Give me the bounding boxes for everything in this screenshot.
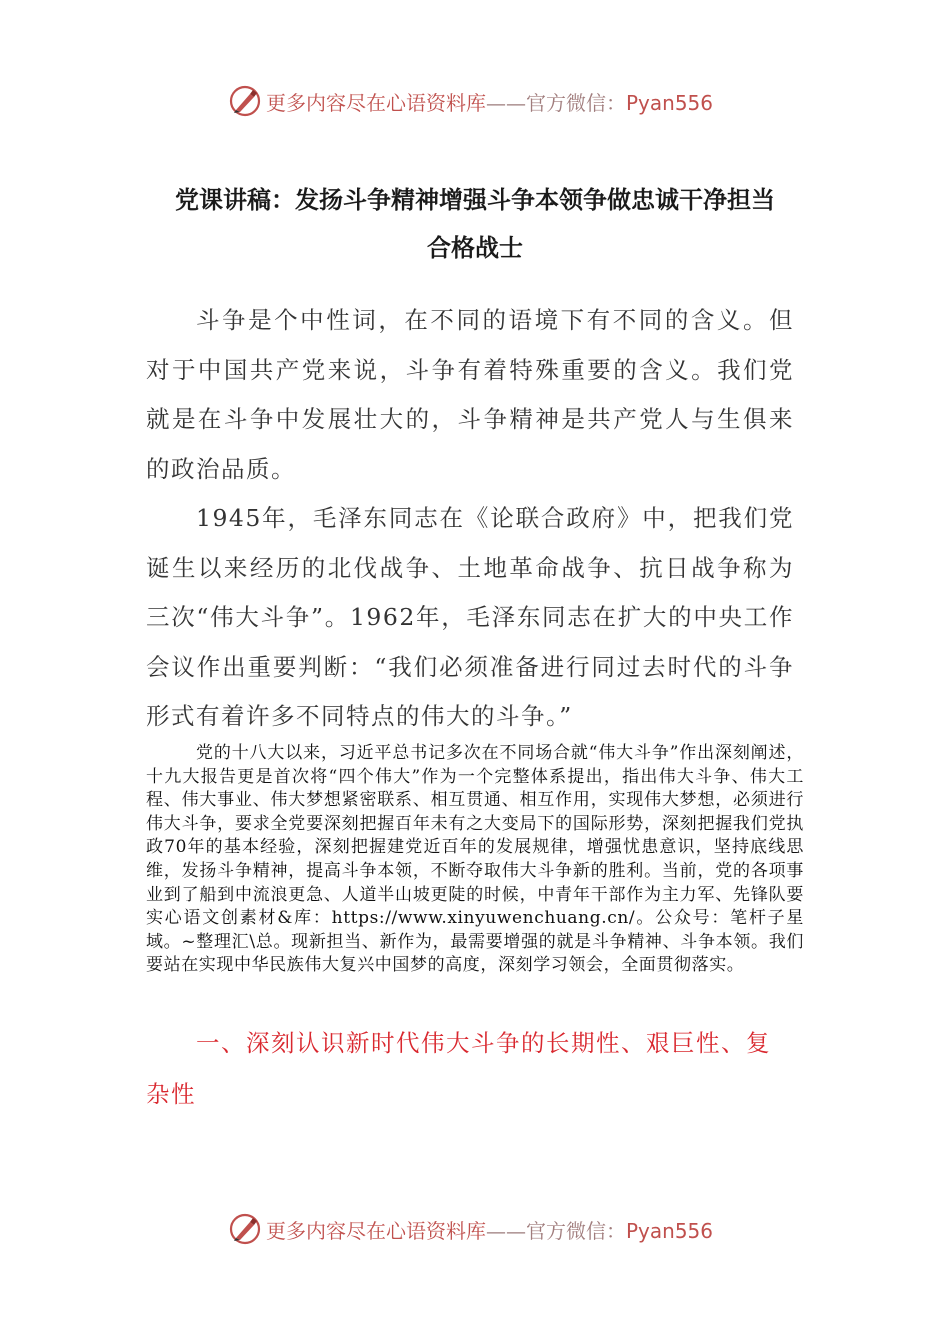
title-line-1: 党课讲稿：发扬斗争精神增强斗争本领争做忠诚干净担当	[175, 186, 775, 214]
pen-logo-icon	[228, 1212, 262, 1246]
document-title	[140, 176, 810, 272]
banner-wechat-label: 官方微信：	[526, 90, 626, 115]
banner-text	[266, 1215, 713, 1244]
banner-separator: ——	[486, 90, 526, 115]
paragraph-1: 斗争是个中性词，在不同的语境下有不同的含义。但对于中国共产党来说，斗争有着特殊重要的含义。我们党就是在斗争中发展壮大的，斗争精神是共产党人与生俱来的政治品质。	[146, 306, 794, 483]
banner-wechat-label: 官方微信：	[526, 1218, 626, 1243]
header-banner	[228, 84, 728, 118]
banner-wechat-id: Pyan556	[626, 1218, 714, 1243]
section-heading-1: 一、深刻认识新时代伟大斗争的长期性、艰巨性、复杂性	[146, 1029, 771, 1108]
pen-logo-icon	[228, 84, 262, 118]
footer-banner	[228, 1212, 728, 1246]
banner-site-name: 更多内容尽在心语资料库	[266, 90, 486, 115]
banner-wechat-id: Pyan556	[626, 90, 714, 115]
paragraph-3: 党的十八大以来，习近平总书记多次在不同场合就“伟大斗争”作出深刻阐述，十九大报告更是首次将“四个伟大”作为一个完整体系提出，指出伟大斗争、伟大工程、伟大事业、伟大梦想紧密联系、相互贯通、相互作用，实现伟大梦想，必须进行伟大斗争，要求全党要深刻把握百年未有之大变局下的国际形势，深刻把握我们党执政70年的基本经验，深刻把握建党近百年的发展规律，增强忧患意识，坚持底线思维，发扬斗争精神，提高斗争本领，不断夺取伟大斗争新的胜利。当前，党的各项事业到了船到中流浪更急、人道半山坡更陡的时候，中青年干部作为主力军、先锋队要实心语文创素材&库：https://www.xinyuwenchuang.cn/。公众号：笔杆子星域。~整理汇\总。现新担当、新作为，最需要增强的就是斗争精神、斗争本领。我们要站在实现中华民族伟大复兴中国梦的高度，深刻学习领会，全面贯彻落实。	[146, 743, 804, 976]
banner-site-name: 更多内容尽在心语资料库	[266, 1218, 486, 1243]
paragraph-2: 1945年，毛泽东同志在《论联合政府》中，把我们党诞生以来经历的北伐战争、土地革命战争、抗日战争称为三次“伟大斗争”。1962年，毛泽东同志在扩大的中央工作会议作出重要判断：“我们必须准备进行同过去时代的斗争形式有着许多不同特点的伟大的斗争。”	[146, 504, 794, 730]
title-line-2: 合格战士	[427, 234, 523, 262]
banner-separator: ——	[486, 1218, 526, 1243]
banner-text	[266, 87, 713, 116]
